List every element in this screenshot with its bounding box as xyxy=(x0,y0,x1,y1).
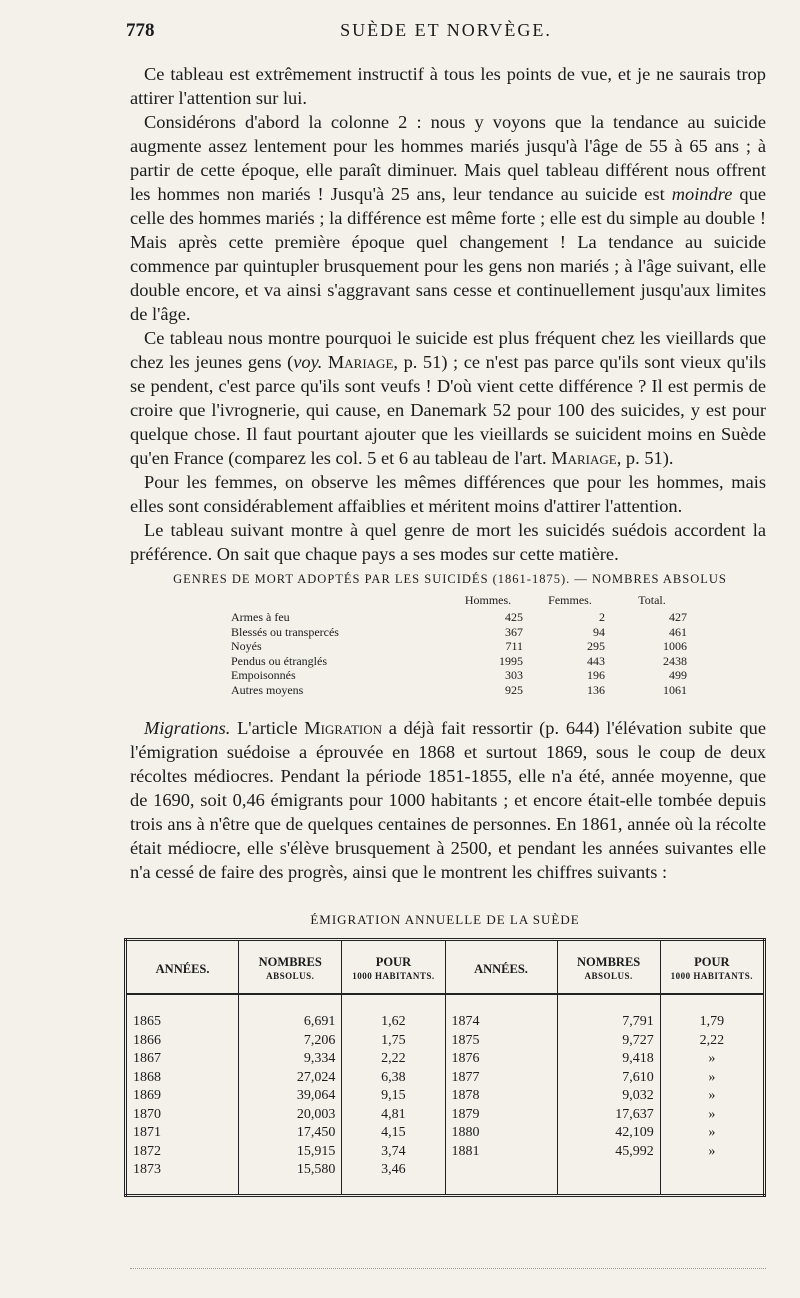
table-row xyxy=(126,1124,765,1143)
header-main: POUR xyxy=(694,955,730,969)
absolute-count-cell: 7,791 xyxy=(557,994,660,1032)
year-cell: 1874 xyxy=(445,994,557,1032)
absolute-count-cell: 17,450 xyxy=(239,1124,342,1143)
year-cell: 1878 xyxy=(445,1087,557,1106)
emigration-grid xyxy=(124,938,766,1197)
year-cell: 1876 xyxy=(445,1050,557,1069)
count-cell: 711 xyxy=(505,639,523,654)
method-label: Autres moyens xyxy=(231,682,304,697)
absolute-count-cell: 15,580 xyxy=(239,1161,342,1195)
year-cell: 1872 xyxy=(126,1143,239,1162)
header-sub: ABSOLUS. xyxy=(584,971,633,981)
paragraph xyxy=(130,518,766,566)
text-segment: a déjà fait ressortir (p. 644) l'élévation subite que l'émigration suédoise a éprouvée en 1868 et surtout 1869, sous le coup de deux récoltes médiocres. Pendant la période 1851-1855, elle n'a été, année moyenne, que de 1690, soit 0,46 émigrants pour 1000 habitants ; et encore était-elle tombée depuis trois ans à n'être que de quelques centaines de personnes. En 1861, année où la récolte était médiocre, elle s'élève brusquement à 2500, et pendant les années suivantes elle n'a cessé de faire des progrès, ainsi que le montrent les chiffres suivants : xyxy=(130,718,766,882)
absolute-count-cell: 17,637 xyxy=(557,1106,660,1125)
text-segment: Pour les femmes, on observe les mêmes différences que pour les hommes, mais elles sont considérablement affaiblies et méritent moins d'attirer l'attention. xyxy=(130,472,766,516)
year-cell: 1873 xyxy=(126,1161,239,1195)
count-cell: 1061 xyxy=(663,682,687,697)
column-header xyxy=(239,940,342,995)
table-row xyxy=(225,639,693,654)
column-header xyxy=(342,940,445,995)
paragraph xyxy=(130,110,766,326)
count-cell: 303 xyxy=(505,668,523,683)
header-main: ANNÉES. xyxy=(474,962,528,976)
table-row xyxy=(126,1161,765,1195)
count-cell: 443 xyxy=(587,653,605,668)
death-methods-table xyxy=(130,572,770,698)
per-1000-cell: 4,81 xyxy=(342,1106,445,1125)
count-cell: 1995 xyxy=(499,653,523,668)
body-text-upper xyxy=(130,62,766,566)
absolute-count-cell: 7,610 xyxy=(557,1069,660,1088)
column-header: Hommes. xyxy=(464,593,512,607)
table-caption: ÉMIGRATION ANNUELLE DE LA SUÈDE xyxy=(310,912,580,927)
death-methods-grid xyxy=(225,593,693,698)
method-label: Blessés ou transpercés xyxy=(231,624,339,639)
absolute-count-cell: 42,109 xyxy=(557,1124,660,1143)
absolute-count-cell: 9,418 xyxy=(557,1050,660,1069)
absolute-count-cell: 9,032 xyxy=(557,1087,660,1106)
column-header: Total. xyxy=(638,593,666,607)
column-header xyxy=(445,940,557,995)
column-header: Femmes. xyxy=(548,593,592,607)
bottom-rule xyxy=(130,1268,766,1269)
year-cell: 1877 xyxy=(445,1069,557,1088)
table-row xyxy=(126,1069,765,1088)
count-cell: 2 xyxy=(599,610,605,624)
per-1000-cell: » xyxy=(708,1088,716,1103)
count-cell: 2438 xyxy=(663,653,687,668)
year-cell: 1867 xyxy=(126,1050,239,1069)
absolute-count-cell xyxy=(557,1161,660,1195)
per-1000-cell: » xyxy=(708,1125,716,1140)
year-cell: 1865 xyxy=(126,994,239,1032)
absolute-count-cell: 20,003 xyxy=(239,1106,342,1125)
per-1000-cell: 3,46 xyxy=(342,1161,445,1195)
body-text-migrations xyxy=(130,716,766,884)
year-cell: 1871 xyxy=(126,1124,239,1143)
year-cell: 1869 xyxy=(126,1087,239,1106)
year-cell xyxy=(445,1161,557,1195)
table-row xyxy=(225,625,693,640)
text-segment: Migrations. xyxy=(144,718,231,738)
per-1000-cell: » xyxy=(708,1143,716,1159)
count-cell: 925 xyxy=(505,682,523,697)
column-header xyxy=(557,940,660,995)
text-segment: moindre xyxy=(671,184,733,204)
year-cell: 1881 xyxy=(445,1143,557,1162)
header-sub: ABSOLUS. xyxy=(266,971,315,981)
per-1000-cell: 2,22 xyxy=(699,1032,725,1048)
absolute-count-cell: 9,727 xyxy=(557,1032,660,1051)
text-segment: que celle des hommes mariés ; la différence est même forte ; elle est du simple au double ! Mais après cette première époque quel changement ! La tendance au suicide commence par quintupler brusquement pour les gens non mariés ; à l'âge suivant, elle double encore, et va ainsi s'aggravant sans cesse et continuellement jusqu'aux limites de l'âge. xyxy=(130,184,766,324)
per-1000-cell: 4,15 xyxy=(342,1124,445,1143)
table-row xyxy=(225,668,693,683)
year-cell: 1870 xyxy=(126,1106,239,1125)
count-cell: 196 xyxy=(587,668,605,683)
year-cell: 1866 xyxy=(126,1032,239,1051)
table-row xyxy=(126,1087,765,1106)
count-cell: 1006 xyxy=(663,639,687,654)
page-number: 778 xyxy=(126,20,155,41)
count-cell: 94 xyxy=(593,624,605,639)
paragraph xyxy=(130,326,766,470)
absolute-count-cell: 15,915 xyxy=(239,1143,342,1162)
header-sub: 1000 HABITANTS. xyxy=(352,971,435,981)
count-cell: 136 xyxy=(587,682,605,697)
text-segment: , p. 51). xyxy=(616,448,674,468)
method-label: Pendus ou étranglés xyxy=(231,653,327,668)
header-main: POUR xyxy=(375,955,412,969)
text-segment: L'article xyxy=(230,718,305,738)
header-sub: 1000 HABITANTS. xyxy=(670,971,754,981)
text-segment: Ce tableau nous montre pourquoi le suicide est plus fréquent chez les vieillards que chez les jeunes gens ( xyxy=(130,328,766,372)
method-label: Noyés xyxy=(231,639,262,654)
text-segment: Considérons d'abord la colonne 2 : nous y voyons que la tendance au suicide augmente assez lentement pour les hommes mariés jusqu'à l'âge de 55 à 65 ans ; à partir de cette époque, elle paraît diminuer. Mais quel tableau différent nous offrent les hommes non mariés ! Jusqu'à 25 ans, leur tendance au suicide est xyxy=(130,112,766,204)
table-row xyxy=(126,994,765,1032)
count-cell: 427 xyxy=(669,610,687,624)
column-header xyxy=(126,940,239,995)
table-row xyxy=(225,654,693,669)
page-header xyxy=(126,20,766,46)
running-title: SUÈDE ET NORVÈGE. xyxy=(340,20,552,40)
per-1000-cell: 1,62 xyxy=(342,994,445,1032)
per-1000-cell: » xyxy=(708,1051,716,1066)
text-segment: Le tableau suivant montre à quel genre de mort les suicidés suédois accordent la préférence. On sait que chaque pays a ses modes sur cette matière. xyxy=(130,520,766,564)
text-segment: voy. xyxy=(293,352,323,372)
table-row xyxy=(225,683,693,698)
year-cell: 1879 xyxy=(445,1106,557,1125)
count-cell: 295 xyxy=(587,639,605,654)
method-label: Armes à feu xyxy=(231,610,290,624)
count-cell: 499 xyxy=(669,668,687,683)
count-cell: 461 xyxy=(669,624,687,639)
emigration-table xyxy=(124,912,766,1197)
table-row xyxy=(126,1143,765,1162)
text-segment: Ce tableau est extrêmement instructif à tous les points de vue, et je ne saurais trop attirer l'attention sur lui. xyxy=(130,64,766,108)
table-row xyxy=(225,610,693,625)
per-1000-cell: 2,22 xyxy=(342,1050,445,1069)
year-cell: 1868 xyxy=(126,1069,239,1088)
absolute-count-cell: 9,334 xyxy=(239,1050,342,1069)
per-1000-cell: 3,74 xyxy=(342,1143,445,1162)
count-cell: 367 xyxy=(505,624,523,639)
table-row xyxy=(126,1032,765,1051)
per-1000-cell: 1,75 xyxy=(342,1032,445,1051)
header-main: NOMBRES xyxy=(258,955,322,969)
year-cell: 1880 xyxy=(445,1124,557,1143)
per-1000-cell xyxy=(660,1161,764,1195)
absolute-count-cell: 7,206 xyxy=(239,1032,342,1051)
table-caption: GENRES DE MORT ADOPTÉS PAR LES SUICIDÉS (1861-1875). — NOMBRES ABSOLUS xyxy=(173,572,727,586)
table-row xyxy=(126,1050,765,1069)
header-main: NOMBRES xyxy=(577,955,641,969)
year-cell: 1875 xyxy=(445,1032,557,1051)
method-label: Empoisonnés xyxy=(231,668,296,683)
paragraph xyxy=(130,470,766,518)
count-cell: 425 xyxy=(505,610,523,624)
per-1000-cell: » xyxy=(708,1069,716,1085)
table-row xyxy=(126,1106,765,1125)
per-1000-cell: 9,15 xyxy=(342,1087,445,1106)
per-1000-cell: » xyxy=(708,1106,716,1122)
column-header xyxy=(225,593,447,610)
per-1000-cell: 6,38 xyxy=(342,1069,445,1088)
header-main: ANNÉES. xyxy=(155,962,210,976)
absolute-count-cell: 6,691 xyxy=(239,994,342,1032)
column-header xyxy=(660,940,764,995)
text-segment: Mariage xyxy=(327,352,394,372)
text-segment: Migration xyxy=(304,718,383,738)
absolute-count-cell: 39,064 xyxy=(239,1087,342,1106)
absolute-count-cell: 45,992 xyxy=(557,1143,660,1162)
per-1000-cell: 1,79 xyxy=(699,1014,725,1029)
text-segment: , p. 51) ; ce n'est pas parce qu'ils sont vieux qu'ils se pendent, c'est parce qu'ils sont veufs ! D'où vient cette différence ? Il est permis de croire que l'ivrognerie, qui cause, en Danemark 52 pour 100 des suicides, y est pour quelque chose. Il faut pourtant ajouter que les vieillards se suicident moins en Suède qu'en France (comparez les col. 5 et 6 au tableau de l'art. xyxy=(130,352,766,468)
absolute-count-cell: 27,024 xyxy=(239,1069,342,1088)
paragraph xyxy=(130,716,766,884)
paragraph xyxy=(130,62,766,110)
text-segment: Mariage xyxy=(551,448,617,468)
